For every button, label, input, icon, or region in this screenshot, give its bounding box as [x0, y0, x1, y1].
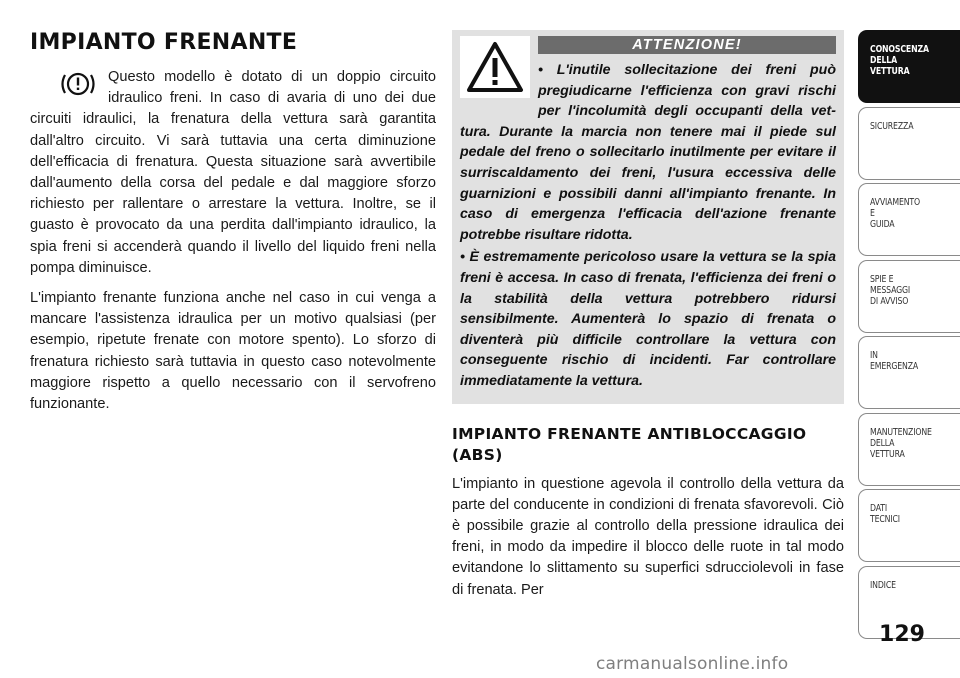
chapter-sidebar [858, 30, 960, 642]
abs-section-title: IMPIANTO FRENANTE ANTIBLOCCAGGIO (ABS) [452, 424, 807, 464]
warning-triangle-icon [460, 36, 530, 98]
abs-paragraph: L'impianto in questione agevola il controllo della vettura da parte del conducente in condizioni di frenata sfavorevoli. Ciò è possibile grazie al controllo della pressione idraulica dei freni, in modo da impedire il blocco delle ruote in tal modo evitandone lo slittamento su superfici sdrucciolevoli in fase di frenata. Per [452, 475, 844, 598]
right-column [452, 30, 844, 610]
tab-label: SPIE E MESSAGGI DI AVVISO [870, 273, 911, 307]
brake-paragraph-block [30, 67, 436, 279]
tab-in-emergenza[interactable] [858, 336, 960, 409]
body-paragraph-2: L'impianto frenante funziona anche nel caso in cui venga a mancare l'assistenza idraulica per un motivo qualsiasi (per esempio, ripetute frenate con motore spento). Lo sforzo di frenatura richiesto sarà tuttavia in questo caso notevolmente maggiore rispetto a quello necessario con il servofreno funzionante. [30, 290, 436, 413]
tab-label: INDICE [870, 579, 896, 591]
warning-header: ATTENZIONE! [538, 36, 836, 54]
tab-label: CONOSCENZA DELLA VETTURA [870, 44, 929, 77]
tab-manutenzione[interactable] [858, 413, 960, 486]
warning-item-1: • L'inutile sollecitazione dei freni può pregiudicarne l'efficienza con gravi rischi per l'incolumità degli occupanti della vettura. Durante la marcia non tenere mai il piede sul pedale del freno o sollecitarlo inutilmente per evitare il surriscaldamento dei freni, l'usura eccessiva delle guarnizioni e possibili danni all'impianto frenante. In caso di emergenza l'efficacia dell'azione frenante potrebbe risultare ridotta. [460, 62, 836, 243]
page-number: 129 [879, 622, 925, 647]
section-title: IMPIANTO FRENANTE [30, 30, 298, 55]
warning-item-2: • È estremamente pericoloso usare la vettura se la spia freni è accesa. In caso di frenata, l'efficienza dei freni o la stabilità della vettura potrebbero ridursi sensibilmente. Aumenterà lo spazio di frenata o diventerà più difficile controllare la vettura con conseguente rischio di incidenti. Far controllare immediatamente la vettura. [460, 249, 836, 389]
warning-box [452, 30, 844, 404]
tab-sicurezza[interactable] [858, 107, 960, 180]
tab-label: IN EMERGENZA [870, 350, 919, 372]
tab-label: DATI TECNICI [870, 503, 900, 525]
tab-conoscenza-della-vettura[interactable] [858, 30, 960, 103]
tab-spie-e-messaggi[interactable] [858, 260, 960, 333]
left-column [30, 30, 436, 424]
tab-label: SICUREZZA [870, 120, 914, 132]
tab-label: AVVIAMENTO E GUIDA [870, 197, 920, 230]
brake-warning-icon [58, 69, 98, 99]
tab-label: MANUTENZIONE DELLA VETTURA [870, 426, 932, 460]
tab-avviamento-e-guida[interactable] [858, 183, 960, 256]
watermark: carmanualsonline.info [596, 654, 789, 674]
body-paragraph-1: Questo modello è dotato di un doppio circuito idraulico freni. In caso di avaria di uno dei due circuiti idraulici, la frenatura della vettura sarà garantita dall'altro circuito. Vi sarà tuttavia una certa diminuzione dell'efficacia di frenatura. Questa situazione sarà avvertibile dall'aumento della corsa del pedale e dal maggiore sforzo richiesto per rallentare o arrestare la vettura. Inoltre, se il guasto è provocato da una perdita dall'impianto idraulico, la spia freni si accenderà quando il livello del liquido freni nella pompa diminuisce. [30, 69, 436, 276]
tab-dati-tecnici[interactable] [858, 489, 960, 562]
